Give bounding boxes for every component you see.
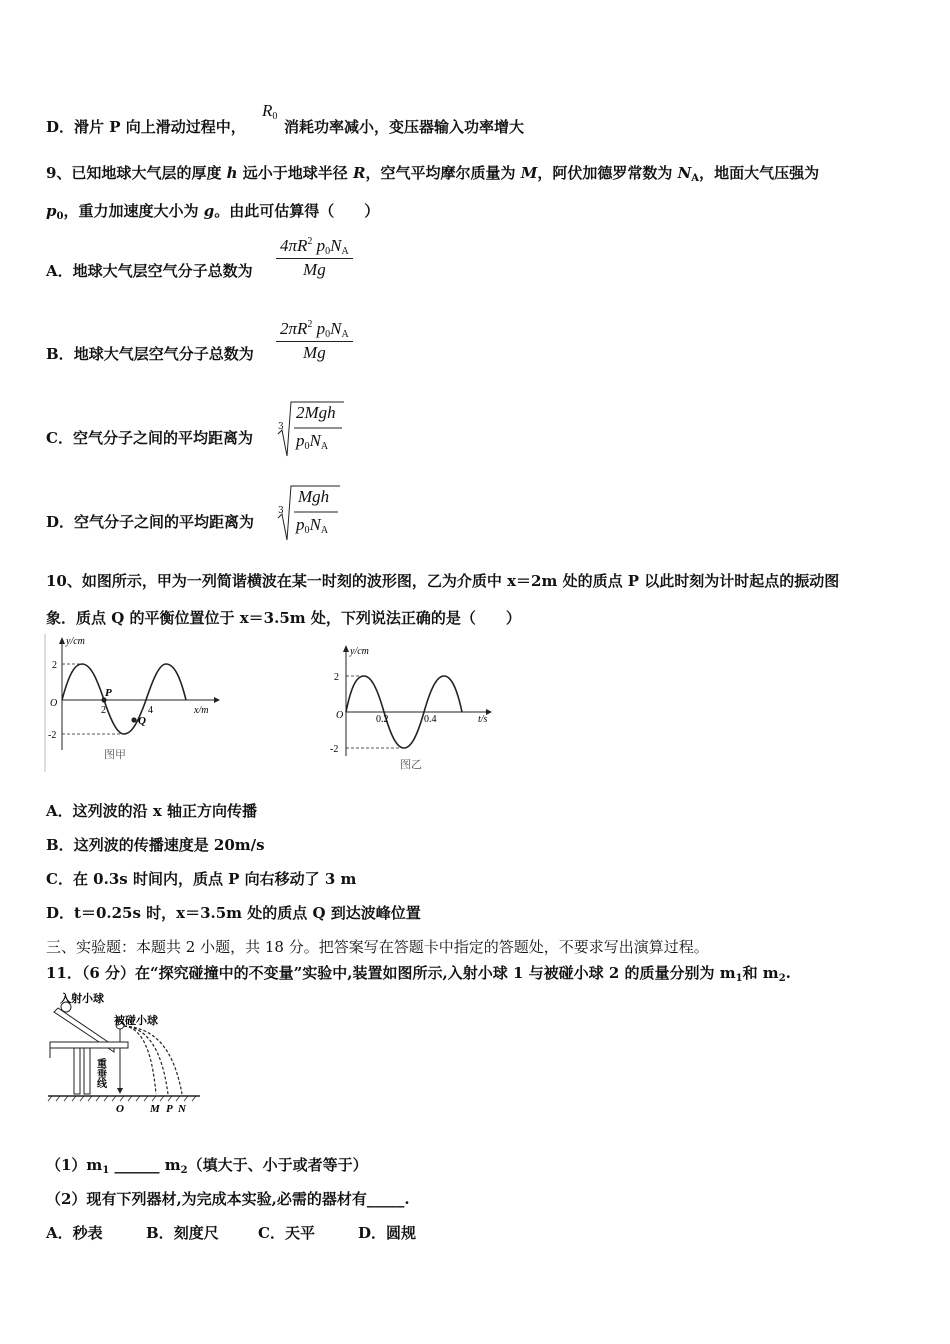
origin-label: O	[50, 698, 58, 709]
q11-option-b: B．刻度尺	[146, 1224, 219, 1242]
incident-ball-label: 入射小球	[60, 993, 104, 1005]
section-3-heading: 三、实验题：本题共 2 小题，共 18 分。把答案写在答题卡中指定的答题处，不要求写出演算过程。	[46, 938, 709, 956]
q10-option-c: C．在 0.3s 时间内，质点 P 向右移动了 3 m	[46, 870, 357, 888]
q9-option-a-fraction: $4\pi R^2$ $p_0N_A$ Mg	[276, 236, 353, 280]
q9-option-c: C．空气分子之间的平均距离为	[46, 429, 253, 447]
y-axis-label: y/cm	[66, 636, 85, 647]
q9-option-b: B．地球大气层空气分子总数为	[46, 345, 254, 363]
x-axis-label: x/m	[194, 705, 209, 716]
y-tick-neg: -2	[48, 730, 57, 741]
point-q-marker	[131, 717, 136, 722]
q9-stem-line1: 9、已知地球大气层的厚度 h 远小于地球半径 R，空气平均摩尔质量为 M，阿伏加德罗常数为 $N_A$，地面大气压强为	[46, 164, 820, 184]
q10-stem-line1: 10、如图所示，甲为一列简谐横波在某一时刻的波形图，乙为介质中 x＝2m 处的质点 P 以此时刻为计时起点的振动图	[46, 572, 840, 590]
y-tick-pos: 2	[334, 672, 339, 683]
x-tick-2: 0.4	[424, 714, 437, 725]
y-axis-label: y/cm	[350, 646, 369, 657]
point-m-label: M	[150, 1103, 160, 1115]
origin-label: O	[336, 710, 344, 721]
q11-stem: 11．（6 分）在“探究碰撞中的不变量”实验中,装置如图所示,入射小球 1 与被碰小球 2 的质量分别为 $m_1$和 $m_2$.	[46, 964, 791, 984]
q10-option-b: B．这列波的传播速度是 20m/s	[46, 836, 265, 854]
q9-option-d-cube-root: 3 Mgh $p_0N_A$	[276, 484, 342, 542]
q10-option-a: A．这列波的沿 x 轴正方向传播	[46, 802, 258, 820]
figure-vibration-graph	[328, 642, 498, 772]
q10-option-d: D．t＝0.25s 时，x＝3.5m 处的质点 Q 到达波峰位置	[46, 904, 421, 922]
answer-blank-1[interactable]: ______	[114, 1156, 160, 1174]
point-q-label: Q	[138, 715, 146, 727]
option-label: D．	[46, 118, 75, 136]
y-tick-neg: -2	[330, 744, 339, 755]
point-o-label: O	[116, 1103, 124, 1115]
point-p-label: P	[105, 687, 112, 699]
x-tick-1: 0.2	[376, 714, 389, 725]
q11-option-d: D．圆规	[358, 1224, 417, 1242]
figure-wave-graph	[44, 634, 224, 772]
q8-option-d-tail: 消耗功率减小，变压器输入功率增大	[284, 118, 525, 136]
q11-option-a: A．秒表	[46, 1224, 103, 1242]
point-n-label: N	[178, 1103, 186, 1115]
figure-collision-apparatus	[44, 990, 204, 1116]
q8-option-d: D．滑片 P 向上滑动过程中，	[46, 118, 246, 136]
point-p-label: P	[166, 1103, 173, 1115]
q9-option-d: D．空气分子之间的平均距离为	[46, 513, 255, 531]
figure-caption: 图乙	[400, 759, 422, 771]
q11-sub2: （2）现有下列器材,为完成本实验,必需的器材有_____.	[46, 1190, 410, 1208]
x-axis-label: t/s	[478, 714, 488, 725]
q9-stem-line2: $p_0$，重力加速度大小为 g。由此可估算得（ ）	[46, 202, 380, 222]
q9-option-c-cube-root: 3 2Mgh $p_0N_A$	[276, 400, 346, 458]
q11-sub1: $(1)m_1$ ______ $m_2$（填大于、小于或者等于）	[46, 1156, 368, 1176]
r0-symbol: $R_0$	[262, 101, 278, 122]
q10-stem-line2: 象．质点 Q 的平衡位置位于 x＝3.5m 处，下列说法正确的是（ ）	[46, 609, 521, 627]
q11-option-c: C．天平	[258, 1224, 315, 1242]
x-tick-4: 4	[148, 705, 153, 716]
x-tick-2: 2	[101, 705, 106, 716]
q9-option-b-fraction: $2\pi R^2$ $p_0N_A$ Mg	[276, 319, 353, 363]
target-ball-label: 被碰小球	[114, 1015, 158, 1027]
plumb-line-label: 重垂线	[94, 1058, 106, 1088]
figure-caption: 图甲	[104, 749, 126, 761]
q9-option-a: A．地球大气层空气分子总数为	[46, 262, 253, 280]
answer-blank-2[interactable]: _____	[366, 1190, 405, 1208]
y-tick-pos: 2	[52, 660, 57, 671]
